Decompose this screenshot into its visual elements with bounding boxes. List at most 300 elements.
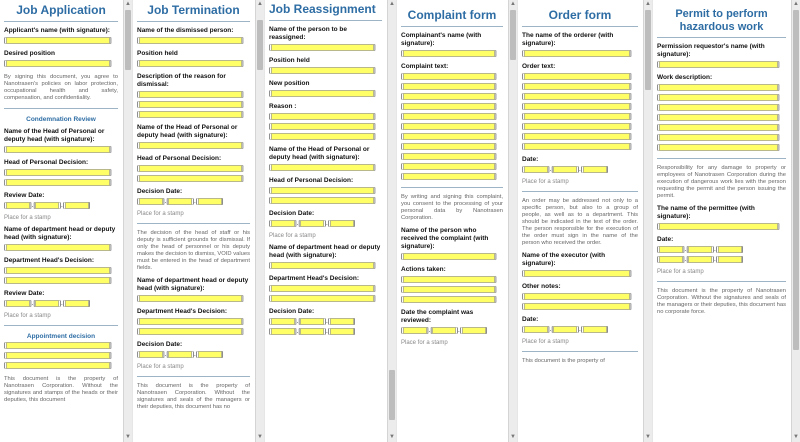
input-box[interactable] — [6, 352, 110, 359]
text-field[interactable]: ] — [522, 73, 638, 81]
text-field[interactable]: ] — [522, 93, 638, 101]
text-field[interactable]: ] — [269, 262, 382, 270]
date-year-box[interactable] — [330, 328, 354, 335]
date-field[interactable]: ].[ ].[ ] — [4, 202, 118, 210]
text-field[interactable]: ] — [137, 60, 250, 68]
input-box[interactable] — [403, 83, 495, 90]
input-box[interactable] — [524, 143, 630, 150]
text-field[interactable]: ] — [269, 295, 382, 303]
input-box[interactable] — [139, 111, 242, 118]
text-field[interactable]: ] — [401, 123, 503, 131]
input-box[interactable] — [6, 342, 110, 349]
text-field[interactable]: ] — [657, 94, 786, 102]
input-box[interactable] — [659, 84, 778, 91]
text-field[interactable]: ] — [4, 244, 118, 252]
field-label: Complaint text: — [401, 63, 449, 70]
text-field[interactable]: ] — [522, 123, 638, 131]
input-box[interactable] — [524, 303, 630, 310]
field-label: Name of the person who received the complaint (with signature): — [401, 227, 489, 250]
date-field[interactable]: ].[ ].[ ] — [657, 246, 786, 254]
input-box[interactable] — [271, 67, 374, 74]
text-field[interactable]: ] — [401, 286, 503, 294]
text-field[interactable]: ] — [657, 61, 786, 69]
text-field[interactable]: ] — [522, 50, 638, 58]
stamp-placeholder: Place for a stamp — [401, 340, 448, 346]
text-field[interactable]: ] — [401, 103, 503, 111]
panel-content — [0, 0, 122, 442]
input-box[interactable] — [271, 113, 374, 120]
form-items — [401, 32, 503, 346]
divider — [401, 187, 503, 188]
notice-text: This document is the property of Nanotrasen Corporation. Without the signatures and seals of the managers or their deputies, this document has no corporate force. — [657, 288, 786, 315]
section-heading: Appointment decision — [26, 333, 96, 340]
input-box[interactable] — [403, 153, 495, 160]
panel-job-reassignment — [265, 0, 396, 442]
input-box[interactable] — [139, 101, 242, 108]
input-box[interactable] — [659, 124, 778, 131]
scrollbar[interactable] — [255, 0, 264, 442]
date-month-box[interactable] — [35, 300, 59, 307]
page-title: Order form — [548, 8, 612, 22]
field-label: Complainant's name (with signature): — [401, 32, 482, 47]
input-box[interactable] — [139, 60, 242, 67]
field-label: Reason : — [269, 103, 297, 110]
scrollbar-thumb[interactable] — [510, 10, 516, 60]
input-box[interactable] — [271, 90, 374, 97]
scroll-down-arrow-icon[interactable]: ▼ — [510, 434, 516, 440]
panel-content — [518, 0, 642, 442]
date-day-box[interactable] — [271, 328, 295, 335]
input-box[interactable] — [403, 143, 495, 150]
scrollbar-thumb[interactable] — [645, 10, 651, 90]
input-box[interactable] — [6, 277, 110, 284]
text-field[interactable]: ] — [137, 175, 250, 183]
panel-job-termination — [133, 0, 264, 442]
field-label: Position held — [269, 57, 310, 64]
notice-text: Responsibility for any damage to property or employees of Nanotrasen Corporation during the execution of dangerous work lies with the person requesting the permit and the person issuing the permit. — [657, 165, 786, 199]
text-field[interactable]: ] — [269, 187, 382, 195]
text-field[interactable]: ] — [4, 352, 118, 360]
input-box[interactable] — [6, 169, 110, 176]
text-field[interactable]: ] — [4, 267, 118, 275]
input-box[interactable] — [524, 73, 630, 80]
date-day-box[interactable] — [524, 326, 548, 333]
text-field[interactable]: ] — [269, 133, 382, 141]
field-label: Review Date: — [4, 290, 45, 297]
field-label: Name of the executor (with signature): — [522, 252, 606, 267]
date-field[interactable]: ].[ ].[ ] — [269, 220, 382, 228]
scroll-up-arrow-icon[interactable]: ▲ — [257, 1, 263, 7]
field-label: Other notes: — [522, 283, 561, 290]
text-field[interactable]: ] — [401, 153, 503, 161]
input-box[interactable] — [403, 113, 495, 120]
input-box[interactable] — [271, 197, 374, 204]
date-year-box[interactable] — [462, 327, 486, 334]
field-label: Name of the person to be reassigned: — [269, 26, 348, 41]
field-label: New position — [269, 80, 310, 87]
scroll-down-arrow-icon[interactable]: ▼ — [125, 434, 131, 440]
text-field[interactable]: ] — [657, 124, 786, 132]
text-field[interactable]: ] — [137, 111, 250, 119]
date-day-box[interactable] — [659, 246, 683, 253]
field-label: Name of department head or deputy head (with signature): — [4, 226, 116, 241]
text-field[interactable]: ] — [137, 318, 250, 326]
input-box[interactable] — [403, 286, 495, 293]
input-box[interactable] — [271, 187, 374, 194]
scroll-down-arrow-icon[interactable]: ▼ — [257, 434, 263, 440]
input-box[interactable] — [659, 61, 778, 68]
date-field[interactable]: ].[ ].[ ] — [137, 198, 250, 206]
page-title: Job Application — [16, 3, 106, 17]
field-label: Decision Date: — [137, 341, 183, 348]
text-field[interactable]: ] — [4, 277, 118, 285]
field-label: Date: — [522, 156, 539, 163]
input-box[interactable] — [6, 60, 110, 67]
divider — [522, 191, 638, 192]
scrollbar[interactable] — [643, 0, 652, 442]
field-label: Position held — [137, 50, 178, 57]
notice-text: An order may be addressed not only to a specific person, but also to a group of people, as well as to a department. This should be indicated in the text of the order. The person responsible for the execution of the order must sign in the name of the person who received the order. — [522, 198, 638, 246]
text-field[interactable]: ] — [522, 113, 638, 121]
text-field[interactable]: ] — [401, 50, 503, 58]
divider — [4, 108, 118, 109]
field-label: Name of the Head of Personal or deputy head (with signature): — [269, 146, 370, 161]
date-month-box[interactable] — [553, 166, 577, 173]
panel-content — [133, 0, 254, 442]
date-field[interactable]: ].[ ].[ ] — [137, 351, 250, 359]
input-box[interactable] — [271, 285, 374, 292]
input-box[interactable] — [524, 293, 630, 300]
date-year-box[interactable] — [65, 300, 89, 307]
notice-text: This document is the property of Nanotrasen Corporation. Without the signatures and stamps of the heads or their deputies, this document — [4, 376, 118, 403]
date-month-box[interactable] — [300, 220, 324, 227]
date-month-box[interactable] — [168, 351, 192, 358]
form-items — [4, 27, 118, 404]
input-box[interactable] — [271, 133, 374, 140]
input-box[interactable] — [524, 93, 630, 100]
field-label: The name of the permittee (with signature): — [657, 205, 755, 220]
date-day-box[interactable] — [271, 318, 295, 325]
date-month-box[interactable] — [168, 198, 192, 205]
input-box[interactable] — [6, 267, 110, 274]
scrollbar-thumb[interactable] — [793, 10, 799, 350]
date-month-box[interactable] — [432, 327, 456, 334]
text-field[interactable]: ] — [4, 342, 118, 350]
form-items — [657, 43, 786, 316]
form-items — [137, 27, 250, 411]
date-year-box[interactable] — [330, 220, 354, 227]
panel-complaint-form — [397, 0, 517, 442]
input-box[interactable] — [403, 73, 495, 80]
panel-order-form — [518, 0, 652, 442]
field-label: Name of department head or deputy head (with signature): — [137, 277, 249, 292]
date-field[interactable]: ].[ ].[ ] — [269, 318, 382, 326]
date-year-box[interactable] — [198, 351, 222, 358]
input-box[interactable] — [139, 165, 242, 172]
date-year-box[interactable] — [330, 318, 354, 325]
text-field[interactable]: ] — [137, 165, 250, 173]
date-month-box[interactable] — [35, 202, 59, 209]
text-field[interactable]: ] — [269, 90, 382, 98]
text-field[interactable]: ] — [522, 103, 638, 111]
field-label: Head of Personal Decision: — [137, 155, 222, 162]
text-field[interactable]: ] — [269, 113, 382, 121]
date-field[interactable]: ].[ ].[ ] — [4, 300, 118, 308]
text-field[interactable]: ] — [401, 253, 503, 261]
input-box[interactable] — [659, 104, 778, 111]
text-field[interactable]: ] — [137, 37, 250, 45]
date-day-box[interactable] — [6, 202, 30, 209]
date-field[interactable]: ].[ ].[ ] — [522, 166, 638, 174]
input-box[interactable] — [403, 173, 495, 180]
date-year-box[interactable] — [198, 198, 222, 205]
input-box[interactable] — [271, 164, 374, 171]
scrollbar-thumb[interactable] — [125, 10, 131, 70]
panel-content — [653, 0, 790, 442]
date-year-box[interactable] — [718, 246, 742, 253]
field-label: Name of the Head of Personal or deputy head (with signature): — [4, 128, 105, 143]
date-field[interactable]: ].[ ].[ ] — [401, 327, 503, 335]
date-year-box[interactable] — [583, 166, 607, 173]
input-box[interactable] — [6, 362, 110, 369]
text-field[interactable]: ] — [522, 143, 638, 151]
field-label: Name of department head or deputy head (with signature): — [269, 244, 381, 259]
field-label: Decision Date: — [269, 210, 315, 217]
date-month-box[interactable] — [553, 326, 577, 333]
stamp-placeholder: Place for a stamp — [4, 215, 51, 221]
input-box[interactable] — [403, 123, 495, 130]
text-field[interactable]: ] — [4, 60, 118, 68]
field-label: Review Date: — [4, 192, 45, 199]
text-field[interactable]: ] — [522, 303, 638, 311]
input-box[interactable] — [139, 91, 242, 98]
text-field[interactable]: ] — [657, 223, 786, 231]
scroll-up-arrow-icon[interactable]: ▲ — [389, 1, 395, 7]
text-field[interactable]: ] — [269, 123, 382, 131]
field-label: Department Head's Decision: — [137, 308, 228, 315]
field-label: Permission requestor's name (with signature): — [657, 43, 765, 58]
date-month-box[interactable] — [688, 256, 712, 263]
text-field[interactable]: ] — [269, 285, 382, 293]
input-box[interactable] — [271, 295, 374, 302]
text-field[interactable]: ] — [522, 83, 638, 91]
divider — [522, 351, 638, 352]
input-box[interactable] — [659, 223, 778, 230]
field-label: Department Head's Decision: — [269, 275, 360, 282]
scroll-up-arrow-icon[interactable]: ▲ — [125, 1, 131, 7]
scrollbar[interactable] — [791, 0, 800, 442]
field-label: Name of the Head of Personal or deputy head (with signature): — [137, 124, 238, 139]
scroll-down-arrow-icon[interactable]: ▼ — [793, 434, 799, 440]
text-field[interactable]: ] — [657, 104, 786, 112]
panel-hazardous-work-permit — [653, 0, 800, 442]
divider — [657, 158, 786, 159]
text-field[interactable]: ] — [401, 73, 503, 81]
text-field[interactable]: ] — [4, 179, 118, 187]
input-box[interactable] — [6, 179, 110, 186]
divider — [657, 37, 786, 38]
field-label: Decision Date: — [269, 308, 315, 315]
notice-text: By writing and signing this complaint, you consent to the processing of your personal data by Nanotrasen Corporation. — [401, 194, 503, 221]
input-box[interactable] — [139, 318, 242, 325]
date-month-box[interactable] — [300, 328, 324, 335]
divider — [137, 21, 250, 22]
text-field[interactable]: ] — [137, 328, 250, 336]
date-month-box[interactable] — [688, 246, 712, 253]
text-field[interactable]: ] — [269, 164, 382, 172]
stamp-placeholder: Place for a stamp — [4, 313, 51, 319]
input-box[interactable] — [524, 83, 630, 90]
input-box[interactable] — [403, 296, 495, 303]
text-field[interactable]: ] — [4, 169, 118, 177]
text-field[interactable]: ] — [269, 67, 382, 75]
date-day-box[interactable] — [271, 220, 295, 227]
field-label: Desired position — [4, 50, 55, 57]
input-box[interactable] — [659, 134, 778, 141]
field-label: Description of the reason for dismissal: — [137, 73, 226, 88]
field-label: Actions taken: — [401, 266, 446, 273]
text-field[interactable]: ] — [522, 270, 638, 278]
text-field[interactable]: ] — [137, 142, 250, 150]
text-field[interactable]: ] — [522, 133, 638, 141]
stamp-placeholder: Place for a stamp — [522, 179, 569, 185]
scrollbar-thumb[interactable] — [389, 370, 395, 420]
divider — [137, 223, 250, 224]
date-year-box[interactable] — [65, 202, 89, 209]
input-box[interactable] — [659, 144, 778, 151]
scroll-down-arrow-icon[interactable]: ▼ — [389, 434, 395, 440]
text-field[interactable]: ] — [401, 83, 503, 91]
text-field[interactable]: ] — [657, 134, 786, 142]
stamp-placeholder: Place for a stamp — [269, 233, 316, 239]
field-label: Order text: — [522, 63, 556, 70]
input-box[interactable] — [139, 295, 242, 302]
text-field[interactable]: ] — [657, 84, 786, 92]
field-label: The name of the orderer (with signature): — [522, 32, 614, 47]
input-box[interactable] — [524, 103, 630, 110]
text-field[interactable]: ] — [401, 163, 503, 171]
date-day-box[interactable] — [659, 256, 683, 263]
field-label: Department Head's Decision: — [4, 257, 95, 264]
page-title: Job Termination — [147, 3, 240, 17]
text-field[interactable]: ] — [401, 143, 503, 151]
scrollbar[interactable] — [387, 0, 396, 442]
input-box[interactable] — [403, 133, 495, 140]
divider — [522, 26, 638, 27]
date-year-box[interactable] — [583, 326, 607, 333]
input-box[interactable] — [524, 123, 630, 130]
input-box[interactable] — [403, 93, 495, 100]
input-box[interactable] — [524, 50, 630, 57]
panel-job-application — [0, 0, 132, 442]
field-label: Date: — [657, 236, 674, 243]
text-field[interactable]: ] — [401, 133, 503, 141]
scroll-down-arrow-icon[interactable]: ▼ — [645, 434, 651, 440]
date-day-box[interactable] — [403, 327, 427, 334]
form-items — [269, 26, 382, 336]
input-box[interactable] — [6, 37, 110, 44]
date-year-box[interactable] — [718, 256, 742, 263]
form-items — [522, 32, 638, 365]
text-field[interactable]: ] — [4, 37, 118, 45]
scrollbar[interactable] — [508, 0, 517, 442]
input-box[interactable] — [139, 142, 242, 149]
input-box[interactable] — [271, 123, 374, 130]
scroll-up-arrow-icon[interactable]: ▲ — [510, 1, 516, 7]
date-field[interactable]: ].[ ].[ ] — [522, 326, 638, 334]
input-box[interactable] — [524, 270, 630, 277]
page-title: Job Reassignment — [269, 2, 376, 16]
text-field[interactable]: ] — [657, 114, 786, 122]
text-field[interactable]: ] — [657, 144, 786, 152]
input-box[interactable] — [403, 103, 495, 110]
text-field[interactable]: ] — [137, 101, 250, 109]
date-day-box[interactable] — [139, 198, 163, 205]
field-label: Head of Personal Decision: — [269, 177, 354, 184]
panel-content — [397, 0, 507, 442]
scroll-up-arrow-icon[interactable]: ▲ — [793, 1, 799, 7]
page-title: Permit to perform hazardous work — [675, 8, 768, 33]
text-field[interactable]: ] — [137, 91, 250, 99]
page-title: Complaint form — [407, 8, 497, 22]
field-label: Date: — [522, 316, 539, 323]
text-field[interactable]: ] — [522, 293, 638, 301]
date-month-box[interactable] — [300, 318, 324, 325]
date-day-box[interactable] — [6, 300, 30, 307]
input-box[interactable] — [659, 114, 778, 121]
stamp-placeholder: Place for a stamp — [137, 211, 184, 217]
text-field[interactable]: ] — [401, 296, 503, 304]
date-field[interactable]: ].[ ].[ ] — [269, 328, 382, 336]
text-field[interactable]: ] — [269, 44, 382, 52]
input-box[interactable] — [271, 44, 374, 51]
text-field[interactable]: ] — [401, 276, 503, 284]
input-box[interactable] — [659, 94, 778, 101]
notice-text: This document is the property of Nanotrasen Corporation. Without the signatures and seals of the managers or their deputies, this document has no — [137, 383, 250, 410]
date-field[interactable]: ].[ ].[ ] — [657, 256, 786, 264]
input-box[interactable] — [6, 244, 110, 251]
stamp-placeholder: Place for a stamp — [522, 339, 569, 345]
text-field[interactable]: ] — [401, 113, 503, 121]
input-box[interactable] — [139, 37, 242, 44]
input-box[interactable] — [403, 276, 495, 283]
input-box[interactable] — [524, 113, 630, 120]
text-field[interactable]: ] — [401, 93, 503, 101]
scroll-up-arrow-icon[interactable]: ▲ — [645, 1, 651, 7]
divider — [4, 325, 118, 326]
text-field[interactable]: ] — [269, 197, 382, 205]
input-box[interactable] — [139, 175, 242, 182]
input-box[interactable] — [6, 146, 110, 153]
input-box[interactable] — [403, 253, 495, 260]
input-box[interactable] — [403, 163, 495, 170]
text-field[interactable]: ] — [137, 295, 250, 303]
text-field[interactable]: ] — [401, 173, 503, 181]
stamp-placeholder: Place for a stamp — [137, 364, 184, 370]
text-field[interactable]: ] — [4, 362, 118, 370]
field-label: Date the complaint was reviewed: — [401, 309, 474, 324]
input-box[interactable] — [403, 50, 495, 57]
notice-text: The decision of the head of staff or his deputy is sufficient grounds for dismissal. If only the head of personnel or his deputy makes the decision to dismiss, VOID values must be entered in the head of department fields. — [137, 230, 250, 271]
text-field[interactable]: ] — [4, 146, 118, 154]
input-box[interactable] — [524, 133, 630, 140]
input-box[interactable] — [139, 328, 242, 335]
input-box[interactable] — [271, 262, 374, 269]
date-day-box[interactable] — [139, 351, 163, 358]
date-day-box[interactable] — [524, 166, 548, 173]
scrollbar-thumb[interactable] — [257, 20, 263, 70]
scrollbar[interactable] — [123, 0, 132, 442]
